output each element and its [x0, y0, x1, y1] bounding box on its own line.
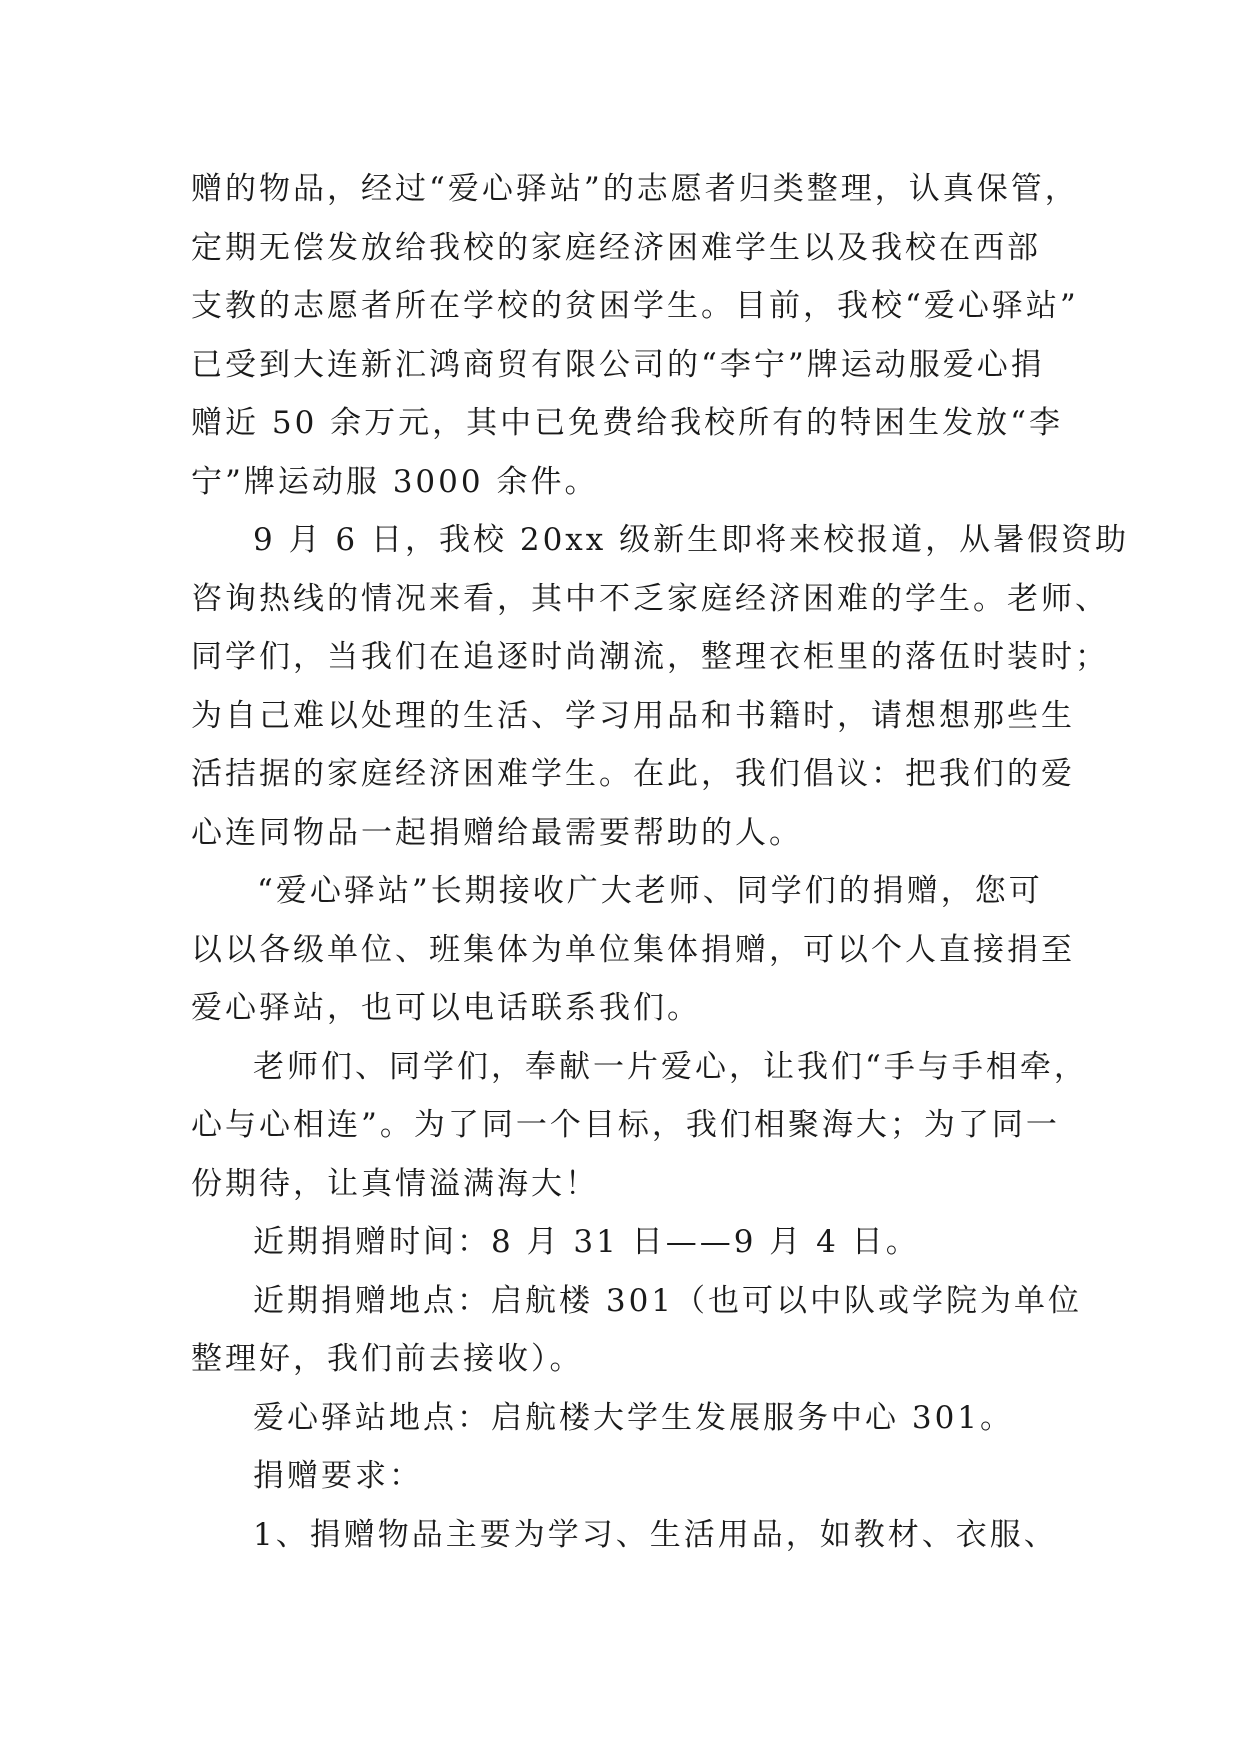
text-line: 活拮据的家庭经济困难学生。在此，我们倡议：把我们的爱	[191, 756, 1075, 792]
text-line: 老师们、同学们，奉献一片爱心，让我们“手与手相牵，	[253, 1048, 1088, 1085]
text-line: 咨询热线的情况来看，其中不乏家庭经济困难的学生。老师、	[191, 580, 1109, 617]
text-line: 宁”牌运动服 3000 余件。	[191, 463, 599, 500]
text-line: 赠的物品，经过“爱心驿站”的志愿者归类整理，认真保管，	[191, 171, 1079, 207]
text-line: 1、捐赠物品主要为学习、生活用品，如教材、衣服、	[253, 1516, 1058, 1553]
text-line: 心连同物品一起捐赠给最需要帮助的人。	[191, 814, 803, 851]
text-line: 整理好，我们前去接收）。	[191, 1341, 584, 1377]
text-line: “爱心驿站”长期接收广大老师、同学们的捐赠，您可	[257, 873, 1043, 909]
text-line: 同学们，当我们在追逐时尚潮流，整理衣柜里的落伍时装时；	[191, 639, 1109, 675]
text-line: 捐赠要求：	[253, 1458, 423, 1494]
document-body	[191, 160, 1130, 1564]
text-line: 近期捐赠地点：启航楼 301（也可以中队或学院为单位	[253, 1282, 1083, 1319]
text-line: 近期捐赠时间：8 月 31 日——9 月 4 日。	[253, 1224, 920, 1260]
text-line: 为自己难以处理的生活、学习用品和书籍时，请想想那些生	[191, 697, 1075, 734]
text-line: 以以各级单位、班集体为单位集体捐赠，可以个人直接捐至	[191, 931, 1075, 968]
text-line: 定期无偿发放给我校的家庭经济困难学生以及我校在西部	[191, 229, 1041, 266]
text-line: 份期待，让真情溢满海大！	[191, 1165, 599, 1202]
text-line: 赠近 50 余万元，其中已免费给我校所有的特困生发放“李	[191, 405, 1063, 441]
text-line: 9 月 6 日，我校 20xx 级新生即将来校报道，从暑假资助	[253, 522, 1130, 558]
text-line: 支教的志愿者所在学校的贫困学生。目前，我校“爱心驿站”	[191, 288, 1079, 324]
text-line: 心与心相连”。为了同一个目标，我们相聚海大；为了同一	[191, 1107, 1060, 1143]
text-line: 已受到大连新汇鸿商贸有限公司的“李宁”牌运动服爱心捐	[191, 346, 1045, 383]
text-line: 爱心驿站地点：启航楼大学生发展服务中心 301。	[253, 1399, 1015, 1436]
text-line: 爱心驿站，也可以电话联系我们。	[191, 990, 701, 1026]
